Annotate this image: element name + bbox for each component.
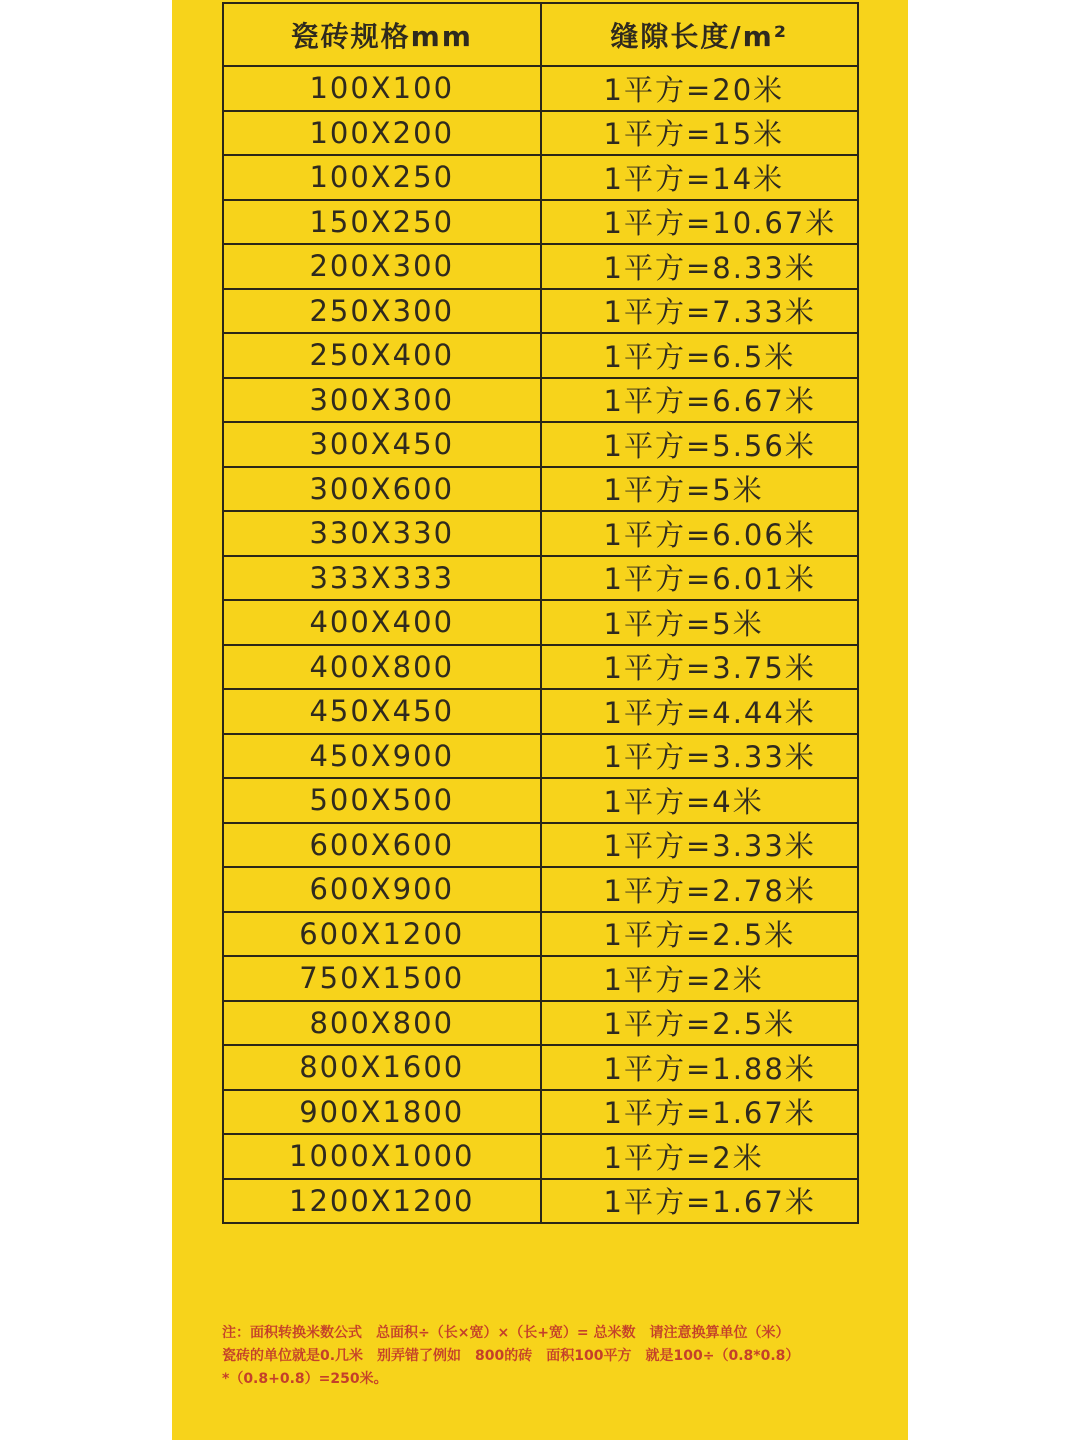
header-tile-size: 瓷砖规格mm (223, 3, 541, 66)
tile-size-cell: 200X300 (223, 244, 541, 289)
table-row (223, 689, 858, 734)
note-line: *（0.8+0.8）=250米。 (222, 1371, 388, 1387)
tile-size-cell: 333X333 (223, 556, 541, 601)
tile-size-cell: 600X900 (223, 867, 541, 912)
tile-size-cell: 600X1200 (223, 912, 541, 957)
table-body (223, 66, 858, 1223)
tile-size-cell: 300X300 (223, 378, 541, 423)
table-row (223, 734, 858, 779)
note-line: 注：面积转换米数公式 总面积÷（长×宽）×（长+宽）= 总米数 请注意换算单位（米） (222, 1325, 790, 1341)
grout-length-cell: 1平方=4米 (541, 778, 859, 823)
table-row (223, 244, 858, 289)
tile-size-cell: 800X1600 (223, 1045, 541, 1090)
table-row (223, 556, 858, 601)
table-row (223, 1001, 858, 1046)
grout-length-cell: 1平方=4.44米 (541, 689, 859, 734)
tile-size-cell: 300X600 (223, 467, 541, 512)
grout-length-cell: 1平方=1.88米 (541, 1045, 859, 1090)
table-row (223, 600, 858, 645)
table-row (223, 956, 858, 1001)
grout-length-cell: 1平方=2米 (541, 1134, 859, 1179)
tile-size-cell: 400X800 (223, 645, 541, 690)
table-row (223, 1134, 858, 1179)
grout-length-cell: 1平方=6.01米 (541, 556, 859, 601)
table-row (223, 912, 858, 957)
tile-size-cell: 100X250 (223, 155, 541, 200)
grout-length-cell: 1平方=2.5米 (541, 1001, 859, 1046)
table-row (223, 1090, 858, 1135)
tile-size-cell: 450X900 (223, 734, 541, 779)
grout-length-cell: 1平方=14米 (541, 155, 859, 200)
grout-length-cell: 1平方=5米 (541, 467, 859, 512)
table-row (223, 66, 858, 111)
table-row (223, 867, 858, 912)
grout-length-cell: 1平方=3.33米 (541, 734, 859, 779)
tile-size-cell: 600X600 (223, 823, 541, 868)
tile-size-cell: 800X800 (223, 1001, 541, 1046)
grout-length-cell: 1平方=3.75米 (541, 645, 859, 690)
table-row (223, 778, 858, 823)
grout-length-cell: 1平方=15米 (541, 111, 859, 156)
grout-length-cell: 1平方=5米 (541, 600, 859, 645)
tile-size-cell: 750X1500 (223, 956, 541, 1001)
header-grout-length: 缝隙长度/m² (541, 3, 859, 66)
grout-length-cell: 1平方=6.67米 (541, 378, 859, 423)
table-row (223, 1045, 858, 1090)
grout-length-cell: 1平方=1.67米 (541, 1090, 859, 1135)
tile-size-cell: 1000X1000 (223, 1134, 541, 1179)
tile-grout-chart-poster (172, 0, 908, 1440)
grout-length-cell: 1平方=2.78米 (541, 867, 859, 912)
table-row (223, 378, 858, 423)
table-row (223, 511, 858, 556)
grout-length-cell: 1平方=7.33米 (541, 289, 859, 334)
grout-length-cell: 1平方=5.56米 (541, 422, 859, 467)
grout-length-cell: 1平方=1.67米 (541, 1179, 859, 1224)
tile-size-cell: 250X300 (223, 289, 541, 334)
tile-size-cell: 900X1800 (223, 1090, 541, 1135)
table-row (223, 422, 858, 467)
table-row (223, 200, 858, 245)
tile-size-cell: 300X450 (223, 422, 541, 467)
table-row (223, 645, 858, 690)
table-header-row (223, 3, 858, 66)
tile-size-cell: 500X500 (223, 778, 541, 823)
grout-length-cell: 1平方=8.33米 (541, 244, 859, 289)
note-line: 瓷砖的单位就是0.几米 别弄错了例如 800的砖 面积100平方 就是100÷（0.8*0.8） (222, 1348, 800, 1364)
tile-size-cell: 100X100 (223, 66, 541, 111)
grout-length-table (222, 2, 859, 1224)
table-row (223, 111, 858, 156)
formula-note (222, 1322, 872, 1391)
table-row (223, 467, 858, 512)
tile-size-cell: 100X200 (223, 111, 541, 156)
table-row (223, 333, 858, 378)
table-row (223, 823, 858, 868)
grout-length-cell: 1平方=6.5米 (541, 333, 859, 378)
tile-size-cell: 400X400 (223, 600, 541, 645)
grout-length-cell: 1平方=6.06米 (541, 511, 859, 556)
tile-size-cell: 330X330 (223, 511, 541, 556)
grout-length-cell: 1平方=2米 (541, 956, 859, 1001)
tile-size-cell: 250X400 (223, 333, 541, 378)
table-row (223, 1179, 858, 1224)
tile-size-cell: 1200X1200 (223, 1179, 541, 1224)
tile-size-cell: 150X250 (223, 200, 541, 245)
grout-length-cell: 1平方=3.33米 (541, 823, 859, 868)
table-row (223, 289, 858, 334)
grout-length-cell: 1平方=10.67米 (541, 200, 859, 245)
grout-length-cell: 1平方=20米 (541, 66, 859, 111)
table-row (223, 155, 858, 200)
tile-size-cell: 450X450 (223, 689, 541, 734)
grout-length-cell: 1平方=2.5米 (541, 912, 859, 957)
